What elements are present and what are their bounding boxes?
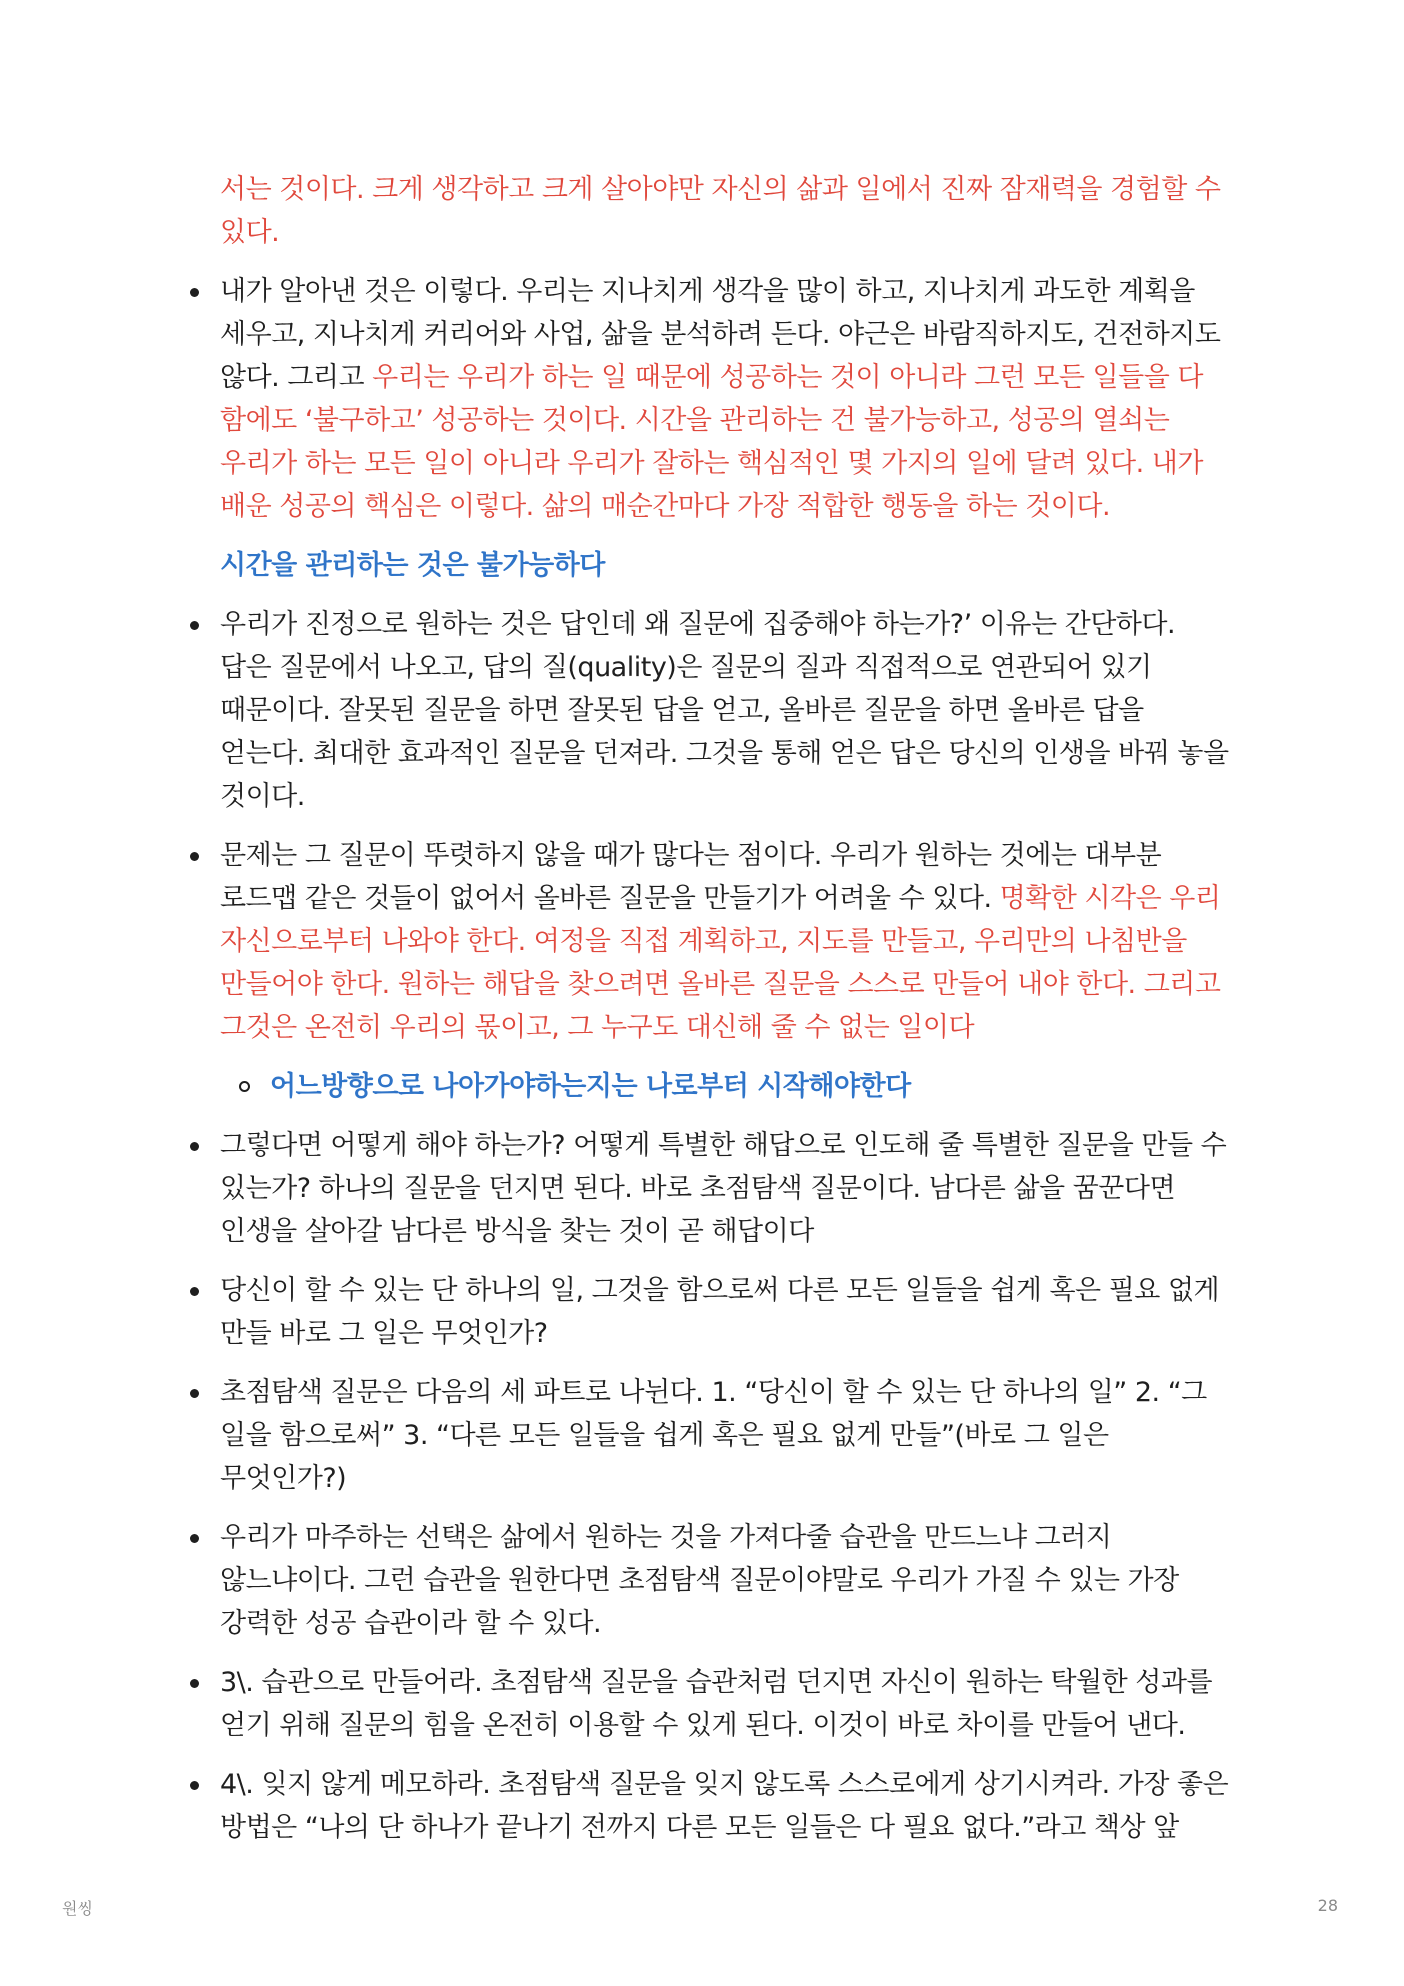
bullet-icon bbox=[190, 852, 199, 861]
list-item-text: 우리가 마주하는 선택은 삶에서 원하는 것을 가져다줄 습관을 만드느냐 그러지 않느냐이다. 그런 습관을 원한다면 초점탐색 질문이야말로 우리가 가질 수 있는 가장 강력한 성공 습관이라 할 수 있다. bbox=[220, 1522, 1179, 1639]
bullet-icon bbox=[190, 288, 199, 297]
list-item-text: 당신이 할 수 있는 단 하나의 일, 그것을 함으로써 다른 모든 일들을 쉽게 혹은 필요 없게 만들 바로 그 일은 무엇인가? bbox=[220, 1275, 1220, 1349]
bullet-icon bbox=[190, 621, 199, 630]
page-content bbox=[220, 168, 1234, 1865]
list-item-text: 초점탐색 질문은 다음의 세 파트로 나뉜다. 1. “당신이 할 수 있는 단 하나의 일” 2. “그 일을 함으로써” 3. “다른 모든 일들을 쉽게 혹은 필요 없게 만들”(바로 그 일은 무엇인가?) bbox=[220, 1377, 1207, 1494]
lead-paragraph: 서는 것이다. 크게 생각하고 크게 살아야만 자신의 삶과 일에서 진짜 잠재력을 경험할 수 있다. bbox=[220, 174, 1221, 248]
hollow-bullet-icon bbox=[239, 1081, 250, 1092]
highlighted-text: 우리는 우리가 하는 일 때문에 성공하는 것이 아니라 그런 모든 일들을 다 함에도 ‘불구하고’ 성공하는 것이다. 시간을 관리하는 건 불가능하고, 성공의 열쇠는 우리가 하는 모든 일이 아니라 우리가 잘하는 핵심적인 몇 가지의 일에 달려 있다. 내가 배운 성공의 핵심은 이렇다. 삶의 매순간마다 가장 적합한 행동을 하는 것이다. bbox=[220, 362, 1203, 522]
list-item-text: 3\. 습관으로 만들어라. 초점탐색 질문을 습관처럼 던지면 자신이 원하는 탁월한 성과를 얻기 위해 질문의 힘을 온전히 이용할 수 있게 된다. 이것이 바로 차이를 만들어 낸다. bbox=[220, 1667, 1213, 1741]
list-item bbox=[220, 1269, 1234, 1355]
list-item-text bbox=[220, 270, 1234, 528]
list-item-text-plain: 문제는 그 질문이 뚜렷하지 않을 때가 많다는 점이다. 우리가 원하는 것에는 대부분 로드맵 같은 것들이 없어서 올바른 질문을 만들기가 어려울 수 있다. bbox=[220, 840, 1162, 914]
list-item-text bbox=[220, 834, 1234, 1049]
bullet-icon bbox=[190, 1389, 199, 1398]
bullet-icon bbox=[190, 1534, 199, 1543]
list-item bbox=[220, 1371, 1234, 1500]
highlighted-text: 명확한 시각은 우리 자신으로부터 나와야 한다. 여정을 직접 계획하고, 지도를 만들고, 우리만의 나침반을 만들어야 한다. 원하는 해답을 찾으려면 올바른 질문을 스스로 만들어 내야 한다. 그리고 그것은 온전히 우리의 몫이고, 그 누구도 대신해 줄 수 없는 일이다 bbox=[220, 883, 1221, 1043]
list-item bbox=[220, 834, 1234, 1049]
list-item bbox=[220, 1124, 1234, 1253]
bullet-icon bbox=[190, 1142, 199, 1151]
footer-title: 원씽 bbox=[62, 1899, 93, 1918]
bullet-icon bbox=[190, 1781, 199, 1790]
list-item-text: 그렇다면 어떻게 해야 하는가? 어떻게 특별한 해답으로 인도해 줄 특별한 질문을 만들 수 있는가? 하나의 질문을 던지면 된다. 바로 초점탐색 질문이다. 남다른 삶을 꿈꾼다면 인생을 살아갈 남다른 방식을 찾는 것이 곧 해답이다 bbox=[220, 1130, 1227, 1247]
sub-list-item bbox=[270, 1065, 1234, 1108]
list-item-text: 4\. 잊지 않게 메모하라. 초점탐색 질문을 잊지 않도록 스스로에게 상기시켜라. 가장 좋은 방법은 “나의 단 하나가 끝나기 전까지 다른 모든 일들은 다 필요 없다.”라고 책상 앞 bbox=[220, 1769, 1229, 1843]
bullet-icon bbox=[190, 1679, 199, 1688]
list-item bbox=[220, 1763, 1234, 1849]
list-item bbox=[220, 270, 1234, 528]
page-number: 28 bbox=[1317, 1896, 1338, 1915]
list-item bbox=[220, 1516, 1234, 1645]
list-item-text-plain: 내가 알아낸 것은 이렇다. 우리는 지나치게 생각을 많이 하고, 지나치게 과도한 계획을 세우고, 지나치게 커리어와 사업, 삶을 분석하려 든다. 야근은 바람직하지도, 건전하지도 않다. 그리고 bbox=[220, 276, 1221, 393]
list-item-text: 우리가 진정으로 원하는 것은 답인데 왜 질문에 집중해야 하는가?’ 이유는 간단하다. 답은 질문에서 나오고, 답의 질(quality)은 질문의 질과 직접적으로 연관되어 있기 때문이다. 잘못된 질문을 하면 잘못된 답을 얻고, 올바른 질문을 하면 올바른 답을 얻는다. 최대한 효과적인 질문을 던져라. 그것을 통해 얻은 답은 당신의 인생을 바꿔 놓을 것이다. bbox=[220, 609, 1229, 812]
bullet-icon bbox=[190, 1287, 199, 1296]
list-item bbox=[220, 1661, 1234, 1747]
sub-heading: 어느방향으로 나아가야하는지는 나로부터 시작해야한다 bbox=[270, 1071, 911, 1102]
section-heading: 시간을 관리하는 것은 불가능하다 bbox=[220, 550, 605, 581]
list-item bbox=[220, 603, 1234, 818]
